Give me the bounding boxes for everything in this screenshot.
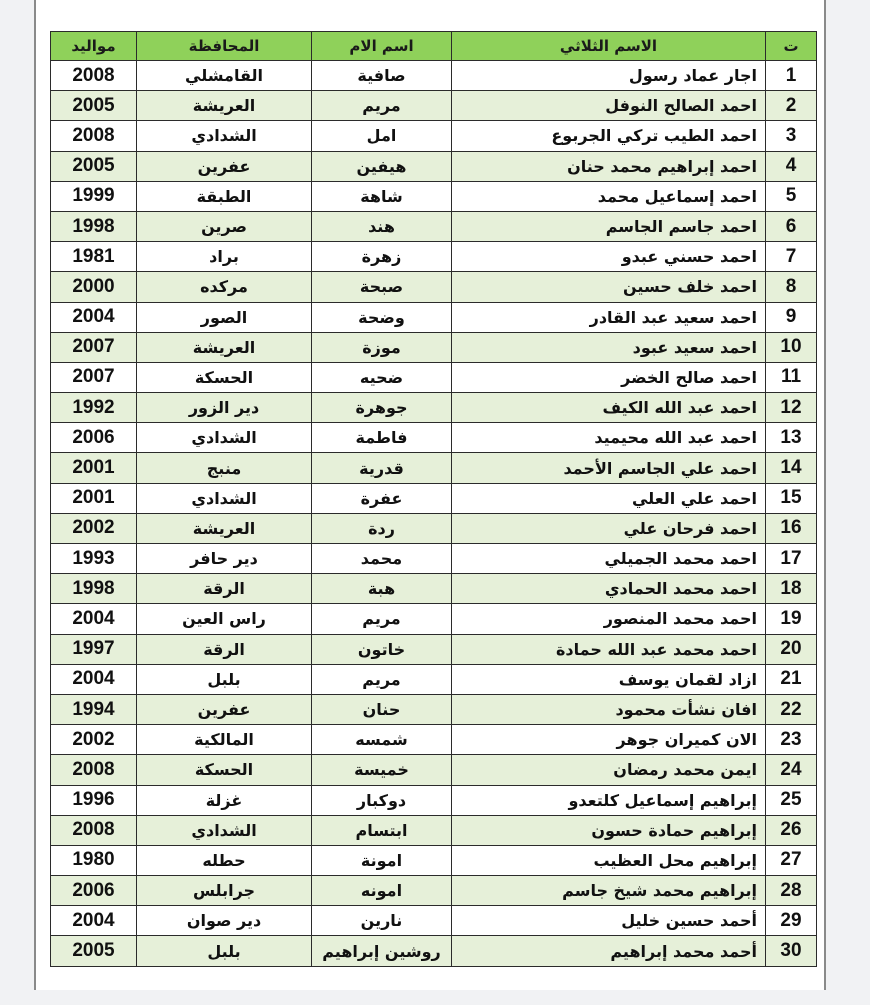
birth-year-cell: 1993 xyxy=(51,544,137,574)
table-row xyxy=(51,755,817,785)
full-name-cell xyxy=(452,513,766,543)
mother-name-cell: ابتسام xyxy=(312,815,452,845)
table-row xyxy=(51,272,817,302)
row-number: 16 xyxy=(766,513,817,543)
birth-year-cell: 2006 xyxy=(51,876,137,906)
row-number: 22 xyxy=(766,694,817,724)
full-name-cell xyxy=(452,845,766,875)
birth-year-cell: 1997 xyxy=(51,634,137,664)
birth-year-cell: 2005 xyxy=(51,91,137,121)
full-name-text: احمد عبد الله الكيف xyxy=(602,398,757,418)
table-row xyxy=(51,423,817,453)
full-name-text: احمد صالح الخضر xyxy=(621,367,757,387)
full-name-text: احمد محمد الحمادي xyxy=(604,579,757,599)
table-row xyxy=(51,876,817,906)
full-name-text: إبراهيم محمد شيخ جاسم xyxy=(562,881,757,901)
full-name-text: إبراهيم حمادة حسون xyxy=(591,820,757,840)
birth-year-cell: 1992 xyxy=(51,393,137,423)
mother-name-cell: خاتون xyxy=(312,634,452,664)
table-row xyxy=(51,393,817,423)
full-name-cell xyxy=(452,91,766,121)
full-name-text: إبراهيم إسماعيل كلتعدو xyxy=(568,790,757,810)
full-name-cell xyxy=(452,544,766,574)
full-name-text: احمد الطيب تركي الجربوع xyxy=(551,126,757,146)
full-name-text: احمد محمد الجميلي xyxy=(604,549,757,569)
birth-year-cell: 1998 xyxy=(51,574,137,604)
birth-year-cell: 1999 xyxy=(51,181,137,211)
governorate-cell: مركده xyxy=(137,272,312,302)
full-name-cell xyxy=(452,483,766,513)
birth-year-cell: 2008 xyxy=(51,815,137,845)
full-name-text: ازاد لقمان يوسف xyxy=(618,669,757,689)
header-governorate: المحافظة xyxy=(137,32,312,61)
full-name-cell xyxy=(452,121,766,151)
full-name-cell xyxy=(452,574,766,604)
governorate-cell: العريشة xyxy=(137,332,312,362)
header-name: الاسم الثلاثي xyxy=(452,32,766,61)
full-name-cell xyxy=(452,272,766,302)
table-row xyxy=(51,936,817,966)
birth-year-cell: 2000 xyxy=(51,272,137,302)
table-row xyxy=(51,453,817,483)
governorate-cell: المالكية xyxy=(137,725,312,755)
birth-year-cell: 2005 xyxy=(51,151,137,181)
governorate-cell: الحسكة xyxy=(137,755,312,785)
birth-year-cell: 2007 xyxy=(51,332,137,362)
mother-name-cell: خميسة xyxy=(312,755,452,785)
mother-name-cell: زهرة xyxy=(312,242,452,272)
mother-name-cell: وضحة xyxy=(312,302,452,332)
row-number: 21 xyxy=(766,664,817,694)
full-name-text: افان نشأت محمود xyxy=(615,700,757,720)
birth-year-cell: 2002 xyxy=(51,513,137,543)
birth-year-cell: 2004 xyxy=(51,664,137,694)
mother-name-cell: هيفين xyxy=(312,151,452,181)
birth-year-cell: 2001 xyxy=(51,453,137,483)
full-name-cell xyxy=(452,302,766,332)
full-name-cell xyxy=(452,725,766,755)
full-name-text: احمد إبراهيم محمد حنان xyxy=(567,156,757,176)
mother-name-cell: عفرة xyxy=(312,483,452,513)
birth-year-cell: 2008 xyxy=(51,61,137,91)
row-number: 11 xyxy=(766,362,817,392)
table-row xyxy=(51,725,817,755)
row-number: 25 xyxy=(766,785,817,815)
table-row xyxy=(51,332,817,362)
governorate-cell: الحسكة xyxy=(137,362,312,392)
birth-year-cell: 2008 xyxy=(51,755,137,785)
row-number: 23 xyxy=(766,725,817,755)
full-name-text: احمد الصالح النوفل xyxy=(605,96,757,116)
birth-year-cell: 1980 xyxy=(51,845,137,875)
full-name-text: إبراهيم محل العظيب xyxy=(593,850,757,870)
table-row xyxy=(51,362,817,392)
full-name-text: احمد حسني عبدو xyxy=(621,247,757,267)
table-row xyxy=(51,785,817,815)
table-row xyxy=(51,121,817,151)
table-row xyxy=(51,181,817,211)
full-name-cell xyxy=(452,664,766,694)
mother-name-cell: محمد xyxy=(312,544,452,574)
row-number: 15 xyxy=(766,483,817,513)
birth-year-cell: 1998 xyxy=(51,211,137,241)
row-number: 27 xyxy=(766,845,817,875)
mother-name-cell: شاهة xyxy=(312,181,452,211)
full-name-cell xyxy=(452,151,766,181)
mother-name-cell: ضحيه xyxy=(312,362,452,392)
row-number: 17 xyxy=(766,544,817,574)
governorate-cell: راس العين xyxy=(137,604,312,634)
full-name-cell xyxy=(452,785,766,815)
mother-name-cell: هند xyxy=(312,211,452,241)
table-row xyxy=(51,483,817,513)
table-row xyxy=(51,634,817,664)
full-name-cell xyxy=(452,393,766,423)
mother-name-cell: موزة xyxy=(312,332,452,362)
birth-year-cell: 2007 xyxy=(51,362,137,392)
row-number: 28 xyxy=(766,876,817,906)
full-name-text: الان كميران جوهر xyxy=(616,730,757,750)
mother-name-cell: صافية xyxy=(312,61,452,91)
mother-name-cell: امونه xyxy=(312,876,452,906)
table-row xyxy=(51,664,817,694)
full-name-cell xyxy=(452,755,766,785)
full-name-cell xyxy=(452,936,766,966)
row-number: 6 xyxy=(766,211,817,241)
table-row xyxy=(51,604,817,634)
row-number: 4 xyxy=(766,151,817,181)
full-name-text: احمد علي الجاسم الأحمد xyxy=(563,458,757,478)
full-name-cell xyxy=(452,694,766,724)
birth-year-cell: 2004 xyxy=(51,604,137,634)
governorate-cell: الشدادي xyxy=(137,423,312,453)
mother-name-cell: هبة xyxy=(312,574,452,604)
full-name-text: احمد خلف حسين xyxy=(623,277,757,297)
table-row xyxy=(51,211,817,241)
mother-name-cell: دوكبار xyxy=(312,785,452,815)
governorate-cell: براد xyxy=(137,242,312,272)
table-row xyxy=(51,61,817,91)
mother-name-cell: شمسه xyxy=(312,725,452,755)
governorate-cell: جرابلس xyxy=(137,876,312,906)
governorate-cell: عفرين xyxy=(137,694,312,724)
mother-name-cell: مريم xyxy=(312,91,452,121)
full-name-text: احمد سعيد عبد القادر xyxy=(589,307,757,327)
mother-name-cell: صبحة xyxy=(312,272,452,302)
birth-year-cell: 2008 xyxy=(51,121,137,151)
governorate-cell: الرقة xyxy=(137,634,312,664)
governorate-cell: الشدادي xyxy=(137,815,312,845)
table-row xyxy=(51,302,817,332)
row-number: 1 xyxy=(766,61,817,91)
governorate-cell: العريشة xyxy=(137,91,312,121)
governorate-cell: الرقة xyxy=(137,574,312,604)
full-name-cell xyxy=(452,61,766,91)
birth-year-cell: 2004 xyxy=(51,906,137,936)
header-birth: مواليد xyxy=(51,32,137,61)
governorate-cell: منبج xyxy=(137,453,312,483)
mother-name-cell: روشين إبراهيم xyxy=(312,936,452,966)
governorate-cell: القامشلي xyxy=(137,61,312,91)
governorate-cell: الشدادي xyxy=(137,483,312,513)
table-row xyxy=(51,242,817,272)
table-row xyxy=(51,513,817,543)
birth-year-cell: 2001 xyxy=(51,483,137,513)
mother-name-cell: قدرية xyxy=(312,453,452,483)
table-row xyxy=(51,815,817,845)
birth-year-cell: 1994 xyxy=(51,694,137,724)
table-row xyxy=(51,91,817,121)
mother-name-cell: ردة xyxy=(312,513,452,543)
full-name-text: أحمد محمد إبراهيم xyxy=(610,941,757,961)
birth-year-cell: 2006 xyxy=(51,423,137,453)
row-number: 13 xyxy=(766,423,817,453)
full-name-text: احمد سعيد عبود xyxy=(632,337,757,357)
mother-name-cell: فاطمة xyxy=(312,423,452,453)
row-number: 5 xyxy=(766,181,817,211)
full-name-text: ايمن محمد رمضان xyxy=(613,760,757,780)
full-name-text: احمد جاسم الجاسم xyxy=(605,217,757,237)
full-name-text: أحمد حسين خليل xyxy=(621,911,757,931)
table-header-row xyxy=(51,32,817,61)
row-number: 8 xyxy=(766,272,817,302)
row-number: 12 xyxy=(766,393,817,423)
full-name-text: احمد علي العلي xyxy=(631,488,757,508)
mother-name-cell: نارين xyxy=(312,906,452,936)
table-body xyxy=(51,61,817,967)
full-name-cell xyxy=(452,242,766,272)
birth-year-cell: 1981 xyxy=(51,242,137,272)
mother-name-cell: مريم xyxy=(312,604,452,634)
table-row xyxy=(51,544,817,574)
row-number: 29 xyxy=(766,906,817,936)
full-name-cell xyxy=(452,906,766,936)
full-name-cell xyxy=(452,362,766,392)
governorate-cell: صرين xyxy=(137,211,312,241)
governorate-cell: دير حافر xyxy=(137,544,312,574)
row-number: 19 xyxy=(766,604,817,634)
full-name-text: احمد عبد الله محيميد xyxy=(594,428,757,448)
full-name-cell xyxy=(452,181,766,211)
table-row xyxy=(51,906,817,936)
mother-name-cell: امل xyxy=(312,121,452,151)
birth-year-cell: 2004 xyxy=(51,302,137,332)
row-number: 14 xyxy=(766,453,817,483)
header-num: ت xyxy=(766,32,817,61)
governorate-cell: عفرين xyxy=(137,151,312,181)
mother-name-cell: امونة xyxy=(312,845,452,875)
row-number: 30 xyxy=(766,936,817,966)
full-name-cell xyxy=(452,815,766,845)
row-number: 10 xyxy=(766,332,817,362)
full-name-cell xyxy=(452,634,766,664)
table-row xyxy=(51,151,817,181)
page-bottom-margin xyxy=(0,990,870,1005)
row-number: 2 xyxy=(766,91,817,121)
full-name-text: احمد محمد عبد الله حمادة xyxy=(555,639,757,659)
governorate-cell: الصور xyxy=(137,302,312,332)
table-row xyxy=(51,845,817,875)
row-number: 24 xyxy=(766,755,817,785)
birth-year-cell: 2002 xyxy=(51,725,137,755)
governorate-cell: دير صوان xyxy=(137,906,312,936)
header-mother: اسم الام xyxy=(312,32,452,61)
mother-name-cell: مريم xyxy=(312,664,452,694)
full-name-text: احمد فرحان علي xyxy=(623,518,757,538)
full-name-cell xyxy=(452,604,766,634)
row-number: 3 xyxy=(766,121,817,151)
names-table xyxy=(50,31,817,967)
governorate-cell: بلبل xyxy=(137,936,312,966)
full-name-cell xyxy=(452,453,766,483)
row-number: 9 xyxy=(766,302,817,332)
table-row xyxy=(51,574,817,604)
full-name-text: احمد محمد المنصور xyxy=(603,609,757,629)
governorate-cell: دير الزور xyxy=(137,393,312,423)
governorate-cell: الطبقة xyxy=(137,181,312,211)
row-number: 26 xyxy=(766,815,817,845)
full-name-text: اجار عماد رسول xyxy=(628,66,757,86)
governorate-cell: بلبل xyxy=(137,664,312,694)
row-number: 18 xyxy=(766,574,817,604)
mother-name-cell: حنان xyxy=(312,694,452,724)
row-number: 7 xyxy=(766,242,817,272)
governorate-cell: العريشة xyxy=(137,513,312,543)
mother-name-cell: جوهرة xyxy=(312,393,452,423)
full-name-text: احمد إسماعيل محمد xyxy=(597,186,757,206)
table-row xyxy=(51,694,817,724)
governorate-cell: الشدادي xyxy=(137,121,312,151)
birth-year-cell: 2005 xyxy=(51,936,137,966)
governorate-cell: حطله xyxy=(137,845,312,875)
governorate-cell: غزلة xyxy=(137,785,312,815)
full-name-cell xyxy=(452,211,766,241)
full-name-cell xyxy=(452,423,766,453)
row-number: 20 xyxy=(766,634,817,664)
birth-year-cell: 1996 xyxy=(51,785,137,815)
full-name-cell xyxy=(452,876,766,906)
full-name-cell xyxy=(452,332,766,362)
